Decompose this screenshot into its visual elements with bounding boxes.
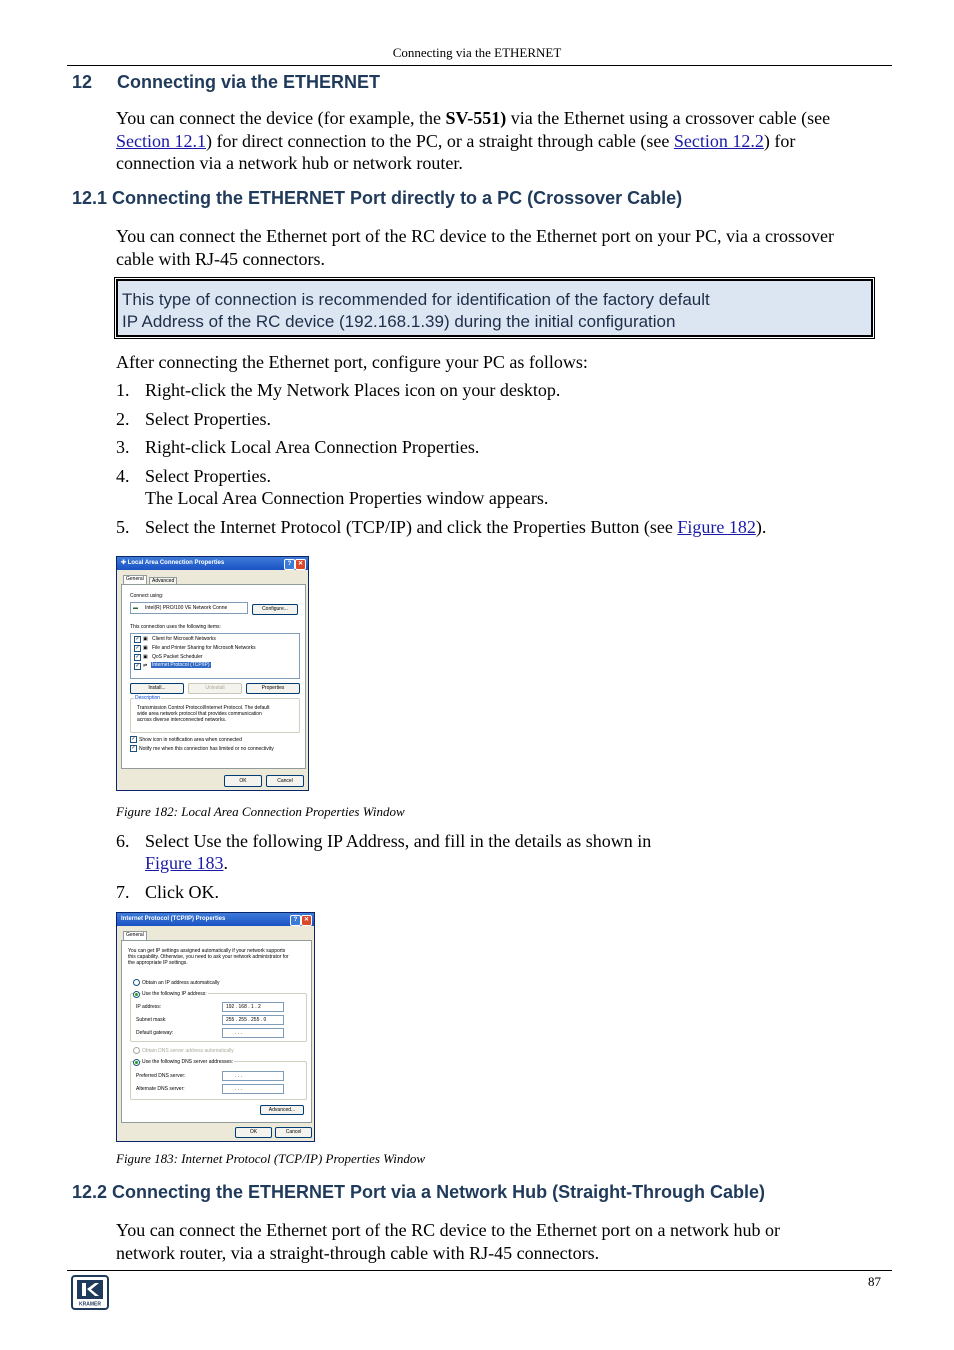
para-line: cable with RJ-45 connectors.: [116, 248, 325, 269]
step-number: 6.: [116, 831, 130, 851]
para-line: network router, via a straight-through cable with RJ-45 connectors.: [116, 1242, 600, 1263]
note-box: [116, 279, 873, 337]
list-item[interactable]: QoS Packet Scheduler: [152, 654, 203, 660]
preferred-dns-label: Preferred DNS server:: [136, 1073, 186, 1079]
general-pane: [121, 584, 306, 769]
step-subtext: The Local Area Connection Properties window appears.: [145, 488, 549, 508]
network-icon: ✚: [121, 560, 128, 566]
components-list: [130, 633, 300, 679]
service-icon: ▣: [143, 654, 148, 660]
dns-frame: [130, 1061, 307, 1100]
section-12-2-paragraph: [116, 1219, 780, 1264]
link-section-12-1[interactable]: Section 12.1: [116, 130, 206, 151]
figure-182-caption: Figure 182: Local Area Connection Properties Window: [116, 804, 405, 819]
obtain-ip-label: Obtain an IP address automatically: [142, 980, 220, 986]
radio-use-ip[interactable]: [133, 991, 140, 998]
step-number: 3.: [116, 437, 130, 457]
para-text: You can connect the device (for example, the: [116, 108, 446, 128]
subnet-mask-label: Subnet mask:: [136, 1017, 167, 1023]
step-text: Select Properties.: [145, 409, 271, 429]
dialog-title-bar: [117, 557, 308, 570]
list-item-selected[interactable]: Internet Protocol (TCP/IP): [152, 662, 210, 668]
cancel-button[interactable]: Cancel: [266, 775, 304, 787]
notify-label: Notify me when this connection has limited or no connectivity: [139, 746, 274, 752]
steps-intro: After connecting the Ethernet port, configure your PC as follows:: [116, 352, 588, 372]
para-text: via the Ethernet using a crossover cable (see: [506, 108, 831, 128]
logo-text: KRAMER: [79, 1301, 101, 1308]
advanced-button[interactable]: Advanced...: [260, 1105, 304, 1115]
configure-button[interactable]: Configure...: [252, 604, 298, 615]
adapter-icon: ▬: [133, 605, 138, 611]
install-button[interactable]: Install...: [130, 683, 184, 694]
tab-general[interactable]: General: [123, 575, 147, 584]
step-number: 7.: [116, 882, 130, 902]
properties-button[interactable]: Properties: [246, 683, 300, 694]
checkbox-show-icon[interactable]: ✓: [131, 736, 136, 742]
tab-advanced[interactable]: Advanced: [149, 577, 177, 584]
description-line: wide area network protocol that provides communication: [137, 711, 262, 717]
show-icon-label: Show icon in notification area when connected: [139, 737, 242, 743]
uninstall-button[interactable]: Uninstall: [188, 683, 242, 694]
use-ip-label: Use the following IP address:: [142, 991, 207, 997]
cancel-button[interactable]: Cancel: [275, 1127, 312, 1138]
step-text-tail: .: [223, 853, 228, 873]
ip-address-field[interactable]: [222, 1002, 284, 1012]
close-icon[interactable]: ✕: [295, 559, 306, 570]
help-icon[interactable]: ?: [284, 559, 295, 570]
section-12-heading: [72, 72, 381, 93]
description-frame: [130, 695, 300, 733]
intro-line: the appropriate IP settings.: [128, 960, 188, 966]
step-text: Select Use the following IP Address, and fill in the details as shown in: [145, 831, 652, 851]
checkbox-notify[interactable]: ✓: [131, 745, 136, 751]
step-text-tail: ).: [755, 517, 767, 537]
section-12-paragraph: [116, 107, 896, 175]
step-text: Right-click Local Area Connection Properties.: [145, 437, 480, 457]
para-line: You can connect the Ethernet port of the RC device to the Ethernet port on your PC, via a crossover: [116, 226, 834, 246]
step-number: 1.: [116, 380, 130, 400]
section-12-title: Connecting via the ETHERNET: [117, 72, 381, 92]
device-name: SV-551): [445, 108, 507, 128]
radio-use-dns[interactable]: [133, 1059, 140, 1066]
preferred-dns-field[interactable]: [222, 1071, 284, 1081]
protocol-icon: ⇌: [143, 663, 148, 669]
link-figure-183[interactable]: Figure 183: [145, 853, 224, 873]
figure-182-dialog: [116, 556, 309, 791]
dialog-title-bar: [117, 913, 314, 926]
checkbox-sharing[interactable]: ✓: [135, 645, 140, 651]
alternate-dns-label: Alternate DNS server:: [136, 1086, 185, 1092]
description-line: Transmission Control Protocol/Internet Protocol. The default: [137, 705, 270, 711]
note-line: This type of connection is recommended for identification of the factory default: [122, 290, 710, 309]
adapter-field: [130, 602, 248, 614]
dialog-title: Internet Protocol (TCP/IP) Properties: [121, 916, 226, 922]
section-12-1-heading: 12.1 Connecting the ETHERNET Port directly to a PC (Crossover Cable): [72, 188, 683, 208]
section-12-1-paragraph: [116, 225, 834, 270]
para-text: connection via a network hub or network router.: [116, 153, 463, 173]
preferred-dns-value: . . .: [235, 1073, 242, 1079]
help-icon[interactable]: ?: [290, 915, 301, 926]
list-item[interactable]: File and Printer Sharing for Microsoft Networks: [152, 645, 256, 651]
tab-general[interactable]: General: [123, 931, 147, 940]
section-12-number: 12: [72, 72, 93, 92]
items-label: This connection uses the following items:: [130, 624, 221, 630]
subnet-mask-value: 255 . 255 . 255 . 0: [226, 1017, 267, 1023]
ip-address-value: 192 . 168 . 1 . 2: [226, 1004, 261, 1010]
ok-button[interactable]: OK: [235, 1127, 272, 1138]
gateway-label: Default gateway:: [136, 1030, 174, 1036]
step-text: Click OK.: [145, 882, 219, 902]
adapter-name: Intel(R) PRO/100 VE Network Conne: [145, 605, 228, 611]
client-icon: ▣: [143, 636, 148, 642]
section-12-2-heading: 12.2 Connecting the ETHERNET Port via a Network Hub (Straight-Through Cable): [72, 1182, 766, 1202]
link-section-12-2[interactable]: Section 12.2: [673, 130, 764, 151]
gateway-field[interactable]: [222, 1028, 284, 1038]
link-figure-182[interactable]: Figure 182: [677, 517, 756, 537]
radio-obtain-dns[interactable]: [133, 1047, 140, 1054]
para-text: ) for direct connection to the PC, or a straight through cable (see: [206, 130, 674, 151]
static-ip-frame: [130, 993, 307, 1042]
figure-183-caption: Figure 183: Internet Protocol (TCP/IP) Properties Window: [116, 1151, 426, 1166]
intro-line: You can get IP settings assigned automatically if your network supports: [128, 948, 286, 954]
obtain-dns-label: Obtain DNS server address automatically: [142, 1048, 234, 1054]
connect-using-label: Connect using:: [130, 593, 164, 599]
use-dns-label: Use the following DNS server addresses:: [142, 1059, 234, 1065]
alternate-dns-value: . . .: [235, 1086, 242, 1092]
step-number: 5.: [116, 517, 130, 537]
kramer-logo: [71, 1275, 109, 1310]
footer-rule: [67, 1270, 892, 1271]
checkbox-tcpip[interactable]: ✓: [135, 663, 140, 669]
para-line: You can connect the Ethernet port of the RC device to the Ethernet port on a network hub or: [116, 1220, 780, 1240]
service-icon: ▣: [143, 645, 148, 651]
step-number: 4.: [116, 466, 130, 486]
gateway-value: . . .: [235, 1030, 242, 1036]
list-item[interactable]: Client for Microsoft Networks: [152, 636, 216, 642]
alternate-dns-field[interactable]: [222, 1084, 284, 1094]
step-number: 2.: [116, 409, 130, 429]
step-text: Right-click the My Network Places icon on your desktop.: [145, 380, 561, 400]
checkbox-client[interactable]: ✓: [135, 636, 140, 642]
close-icon[interactable]: ✕: [301, 915, 312, 926]
description-line: across diverse interconnected networks.: [137, 717, 227, 723]
header-rule: [67, 65, 892, 66]
ok-button[interactable]: OK: [224, 775, 262, 787]
figure-183-dialog: [116, 912, 315, 1142]
para-text: ) for: [763, 130, 796, 151]
checkbox-qos[interactable]: ✓: [135, 654, 140, 660]
dialog-title: Local Area Connection Properties: [127, 560, 225, 566]
step-text: Select the Internet Protocol (TCP/IP) and click the Properties Button (see: [145, 517, 678, 537]
description-label: Description: [135, 695, 161, 701]
note-line: IP Address of the RC device (192.168.1.39) during the initial configuration: [122, 311, 676, 331]
running-header: Connecting via the ETHERNET: [392, 45, 562, 60]
intro-line: this capability. Otherwise, you need to ask your network administrator for: [128, 954, 289, 960]
radio-obtain-ip[interactable]: [133, 979, 140, 986]
subnet-mask-field[interactable]: [222, 1015, 284, 1025]
general-pane: [121, 940, 312, 1123]
page-number: 87: [868, 1274, 881, 1289]
ip-address-label: IP address:: [136, 1004, 162, 1010]
step-text: Select Properties.: [145, 466, 271, 486]
